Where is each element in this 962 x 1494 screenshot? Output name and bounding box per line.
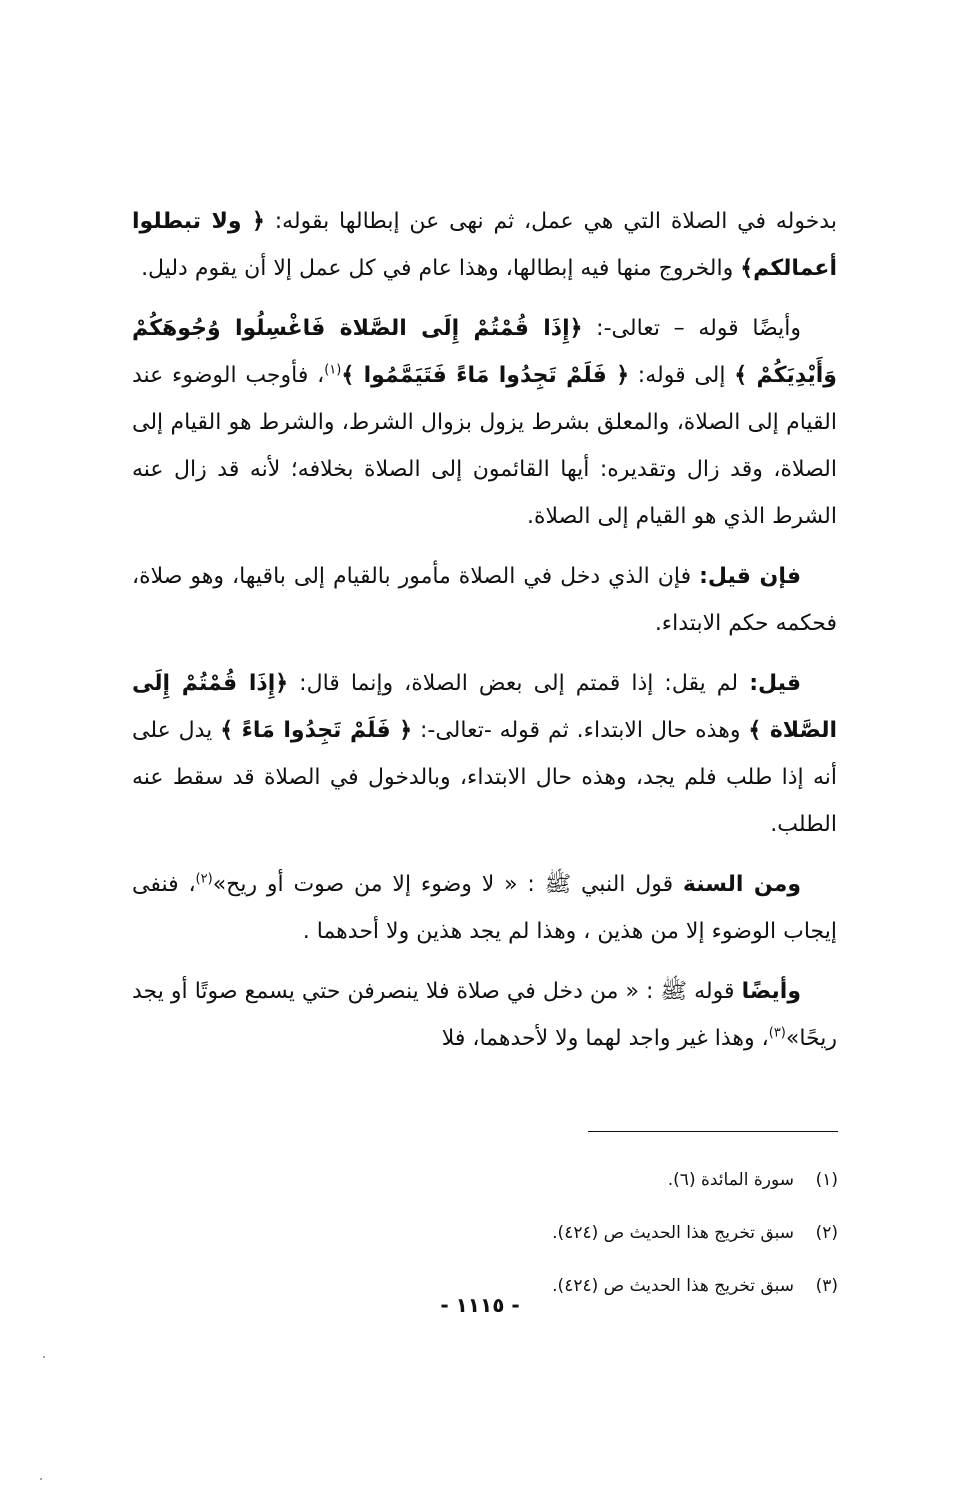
main-text — [132, 198, 837, 1075]
footnote-ref: (١) — [324, 362, 342, 378]
text-run: يدل على أنه إذا طلب فلم يجد، وهذه حال الابتداء، وبالدخول في الصلاة قد سقط عنه الطلب. — [132, 718, 837, 837]
text-run: ، وهذا غير واجد لهما ولا لأحدهما، فلا — [441, 1026, 769, 1051]
text-run: فإن الذي دخل في الصلاة مأمور بالقيام إلى باقيها، وهو صلاة، فحكمه حكم الابتداء. — [132, 564, 837, 636]
text-run: وهذه حال الابتداء. ثم قوله -تعالى-: — [412, 718, 749, 743]
footnote-ref: (٢) — [195, 871, 213, 887]
footnote-ref: (٣) — [768, 1025, 786, 1041]
emphasis-text: ﴿ ولا تبطلوا أعمالكم﴾ — [132, 209, 837, 281]
emphasis-text: وأيضًا — [741, 979, 801, 1004]
paragraph-3 — [132, 553, 837, 647]
emphasis-text: فإن قيل: — [699, 564, 801, 589]
footnote-text: سبق تخريج هذا الحديث ص (٤٢٤). — [552, 1223, 794, 1243]
emphasis-text: ومن السنة — [682, 872, 801, 897]
paragraph-6 — [132, 968, 837, 1062]
emphasis-text: ﴿إِذَا قُمْتُمْ إِلَى الصَّلاة ﴾ — [132, 671, 837, 743]
emphasis-text: قيل: — [749, 671, 802, 696]
page-number: - ١١١٥ - — [440, 1293, 520, 1317]
emphasis-text: ﴿ فَلَمْ تَجِدُوا مَاءً فَتَيَمَّمُوا ﴾ — [341, 363, 630, 388]
footnote-separator — [588, 1131, 838, 1132]
text-run: إلى قوله: — [629, 363, 735, 388]
text-run: ، فنفى إيجاب الوضوء إلا من هذين ، وهذا لم يجد هذين ولا أحدهما . — [132, 872, 837, 944]
paragraph-1 — [132, 198, 837, 292]
paragraph-2 — [132, 305, 837, 540]
footnote-1 — [400, 1160, 838, 1213]
paragraph-5 — [132, 861, 837, 955]
footnote-text: سورة المائدة (٦). — [667, 1170, 794, 1190]
text-run: لم يقل: إذا قمتم إلى بعض الصلاة، وإنما قال: — [288, 671, 750, 696]
text-run: والخروج منها فيه إبطالها، وهذا عام في كل عمل إلا أن يقوم دليل. — [141, 256, 741, 281]
text-run: قوله ﷺ : « من دخل في صلاة فلا ينصرفن حتي يسمع صوتًا أو يجد ريحًا» — [132, 979, 837, 1051]
footnote-number: (١) — [815, 1170, 838, 1190]
paragraph-4 — [132, 660, 837, 848]
text-run: قول النبي ﷺ : « لا وضوء إلا من صوت أو ريح» — [212, 872, 683, 897]
emphasis-text: ﴿ فَلَمْ تَجِدُوا مَاءً ﴾ — [220, 718, 413, 743]
emphasis-text: ﴿إِذَا قُمْتُمْ إِلَى الصَّلاة فَاغْسِلُوا وُجُوهَكُمْ وَأَيْدِيَكُمْ ﴾ — [132, 316, 837, 388]
footnote-text: سبق تخريج هذا الحديث ص (٤٢٤). — [552, 1276, 794, 1296]
scan-speck — [43, 1356, 45, 1358]
scan-speck — [40, 1478, 42, 1480]
text-run: بدخوله في الصلاة التي هي عمل، ثم نهى عن إبطالها بقوله: — [264, 209, 837, 234]
footnote-number: (٢) — [815, 1223, 838, 1243]
text-run: وأيضًا قوله – تعالى-: — [582, 316, 801, 341]
footnote-number: (٣) — [815, 1276, 838, 1296]
footnote-2 — [400, 1213, 838, 1266]
text-run: ، فأوجب الوضوء عند القيام إلى الصلاة، والمعلق بشرط يزول بزوال الشرط، والشرط هو القيام إلى الصلاة، وقد زال وتقديره: أيها القائمون إلى الصلاة بخلافه؛ لأنه قد زال عنه الشرط الذي هو القيام إلى الصلاة. — [132, 363, 837, 529]
